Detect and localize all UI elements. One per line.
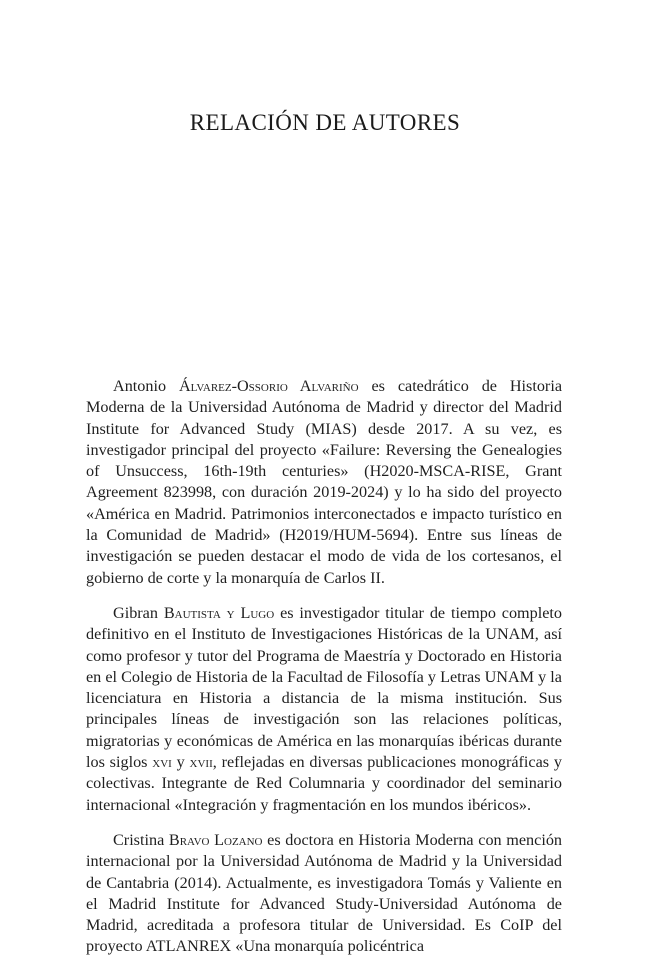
page-title: RELACIÓN DE AUTORES	[189, 110, 461, 135]
author-bio: es catedrático de Historia Moderna de la Universidad Autónoma de Madrid y director del Madrid Institute for Advanced Study (MIAS) desde 2017. A su vez, es investigador principal del proyecto «Failure: Reversing the Genealogies of Unsuccess, 16th-19th centuries» (H2020-MSCA-RISE, Grant Agreement 823998, con duración 2019-2024) y lo ha sido del proyecto «América en Madrid. Patrimonios interconectados e impacto turístico en la Comunidad de Madrid» (H2019/HUM-5694). Entre sus líneas de investigación se pueden destacar el modo de vida de los cortesanos, el gobierno de corte y la monarquía de Carlos II.	[86, 377, 563, 587]
author-surname: Bautista y Lugo	[163, 603, 275, 622]
author-bio: es doctora en Historia Moderna con mención internacional por la Universidad Autónoma de Madrid y la Universidad de Cantabria (2014). Actualmente, es investigadora Tomás y Valiente en el Madrid Institute for Advanced Study-Universidad Autónoma de Madrid, acreditada a profesora titular de Universidad. Es CoIP del proyecto ATLANREX «Una monarquía policéntrica	[86, 830, 563, 956]
author-list	[86, 376, 562, 972]
author-bio: es investigador titular de tiempo completo definitivo en el Instituto de Investigaciones Históricas de la UNAM, así como profesor y tutor del Programa de Maestría y Doctorado en Historia en el Colegio de Historia de la Facultad de Filosofía y Letras UNAM y la licenciatura en Historia a distancia de la misma institución. Sus principales líneas de investigación son las relaciones políticas, migratorias y económicas de América en las monarquías ibéricas durante los siglos	[86, 603, 563, 772]
author-first-name: Gibran	[113, 603, 158, 622]
author-surname: Álvarez-Ossorio Alvariño	[178, 377, 359, 395]
century-numeral: xvii	[189, 753, 213, 772]
century-numeral: xvi	[152, 753, 172, 772]
author-bio-conjunction: y	[176, 753, 185, 772]
author-first-name: Antonio	[113, 377, 167, 395]
author-entry	[86, 603, 562, 816]
author-first-name: Cristina	[113, 830, 165, 849]
author-surname: Bravo Lozano	[168, 830, 263, 849]
author-entry	[86, 376, 562, 589]
author-entry	[86, 830, 562, 958]
author-bio: , reflejadas en diversas publicaciones monográficas y colectivas. Integrante de Red Columnaria y coordinador del seminario internacional «Integración y fragmentación en los mundos ibéricos».	[86, 753, 562, 814]
